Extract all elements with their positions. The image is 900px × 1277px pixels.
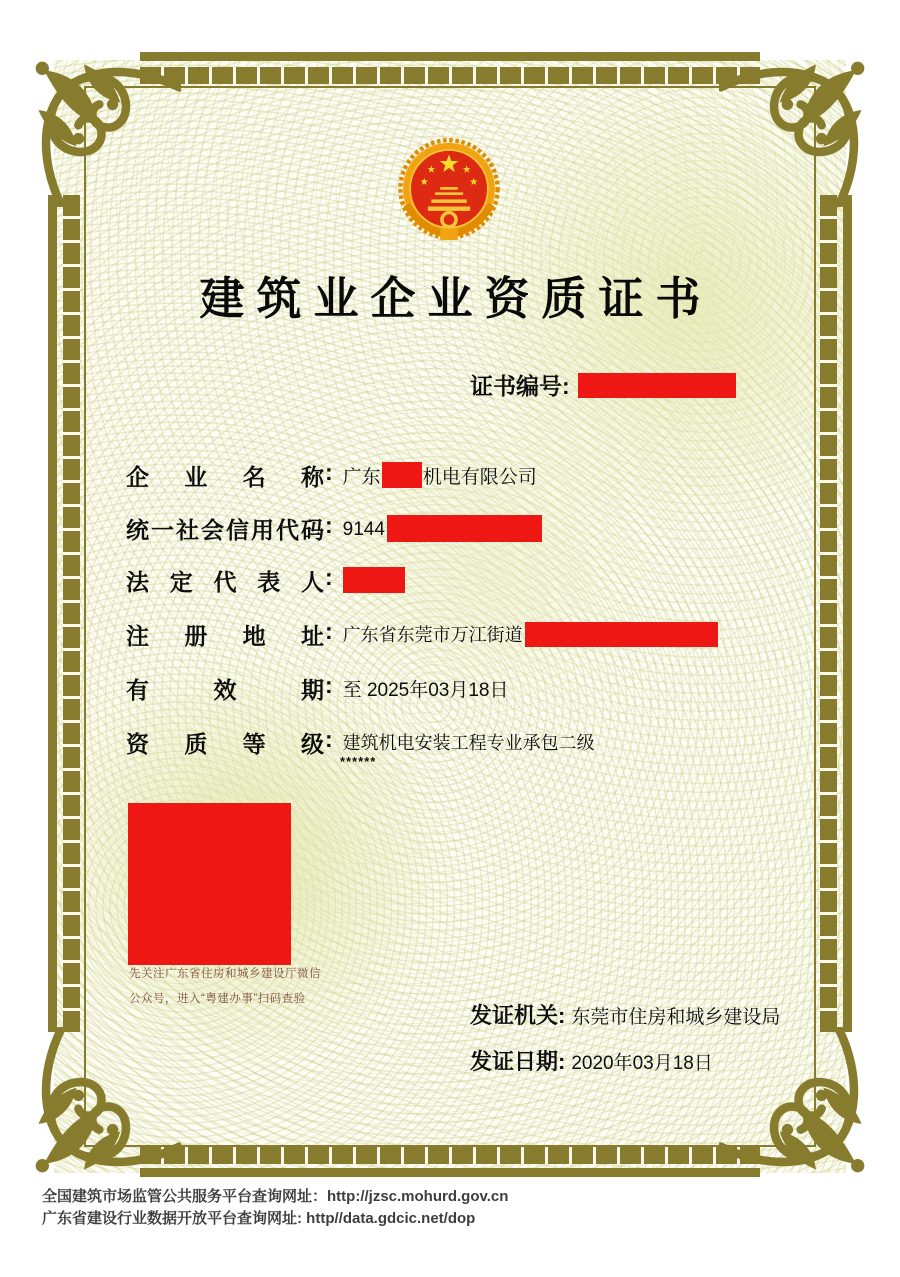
field-label: 资质等级 [126,731,324,757]
field-row-company-name [126,459,537,492]
redacted-credit-code [387,515,542,542]
redacted-company-name [382,462,422,488]
colon: : [325,564,333,590]
frame-stripe-bottom [140,1168,760,1177]
field-value [343,512,542,542]
field-label: 企业名称 [126,464,324,490]
footer-query-urls [42,1186,508,1230]
footer-line-guangdong: 广东省建设行业数据开放平台查询网址: http//data.gdcic.net/dop [42,1210,476,1227]
stamp-caption [129,962,321,1012]
corner-flourish-icon [719,1027,871,1179]
redacted-certificate-number [578,373,736,398]
field-value: 建筑机电安装工程专业承包二级 [342,733,595,753]
stamp-caption-line2: 公众号，进入“粤建办事”扫码查验 [129,993,306,1005]
colon: : [562,373,570,399]
issue-date-label: 发证日期 [470,1049,559,1074]
field-row-valid-until [126,672,509,705]
frame-ladder-bottom [140,1147,760,1164]
colon: : [325,726,333,752]
colon: : [325,618,333,644]
certificate-number-row [470,368,736,401]
corner-flourish-icon [29,1027,181,1179]
colon: : [325,512,333,538]
value-prefix: 9144 [342,519,385,540]
field-value [343,564,405,593]
field-value [343,459,537,489]
field-label: 统一社会信用代码 [126,517,324,543]
corner-flourish-icon [29,55,181,207]
footer-line-national: 全国建筑市场监管公共服务平台查询网址：http://jzsc.mohurd.gov.cn [42,1188,509,1205]
value-prefix: 广东 [342,467,381,488]
red-seal-stamp-redacted [128,803,291,965]
certificate-title: 建筑业企业资质证书 [199,273,713,324]
issue-date-value: 2020年03月18日 [571,1053,713,1074]
redacted-legal-representative [343,567,405,593]
redacted-address-detail [525,622,718,647]
issuer-value: 东莞市住房和城乡建设局 [571,1007,781,1028]
field-label: 有效期 [126,677,324,703]
issuer-row [470,999,780,1030]
field-row-legal-representative [126,564,405,597]
field-label: 注册地址 [126,623,324,649]
field-value [343,618,718,647]
value-prefix: 广东省东莞市万江街道 [342,625,523,645]
frame-ladder-top [140,67,760,84]
issue-date-row [470,1045,713,1076]
field-row-credit-code [126,512,542,545]
colon: : [325,672,333,698]
colon: : [325,459,333,485]
colon: : [558,1003,566,1028]
qualification-grade-note: ****** [340,754,377,769]
issuer-label: 发证机关 [470,1003,559,1028]
value-suffix: 机电有限公司 [422,467,537,488]
corner-flourish-icon [719,55,871,207]
national-emblem-icon [396,137,502,253]
colon: : [558,1049,566,1074]
field-row-registered-address [126,618,718,651]
stamp-caption-line1: 先关注广东省住房和城乡建设厅微信 [129,968,321,980]
field-label: 法定代表人 [126,569,324,595]
field-value: 至 2025年03月18日 [342,680,509,701]
certificate-number-label: 证书编号 [470,373,562,399]
frame-stripe-top [140,52,760,61]
